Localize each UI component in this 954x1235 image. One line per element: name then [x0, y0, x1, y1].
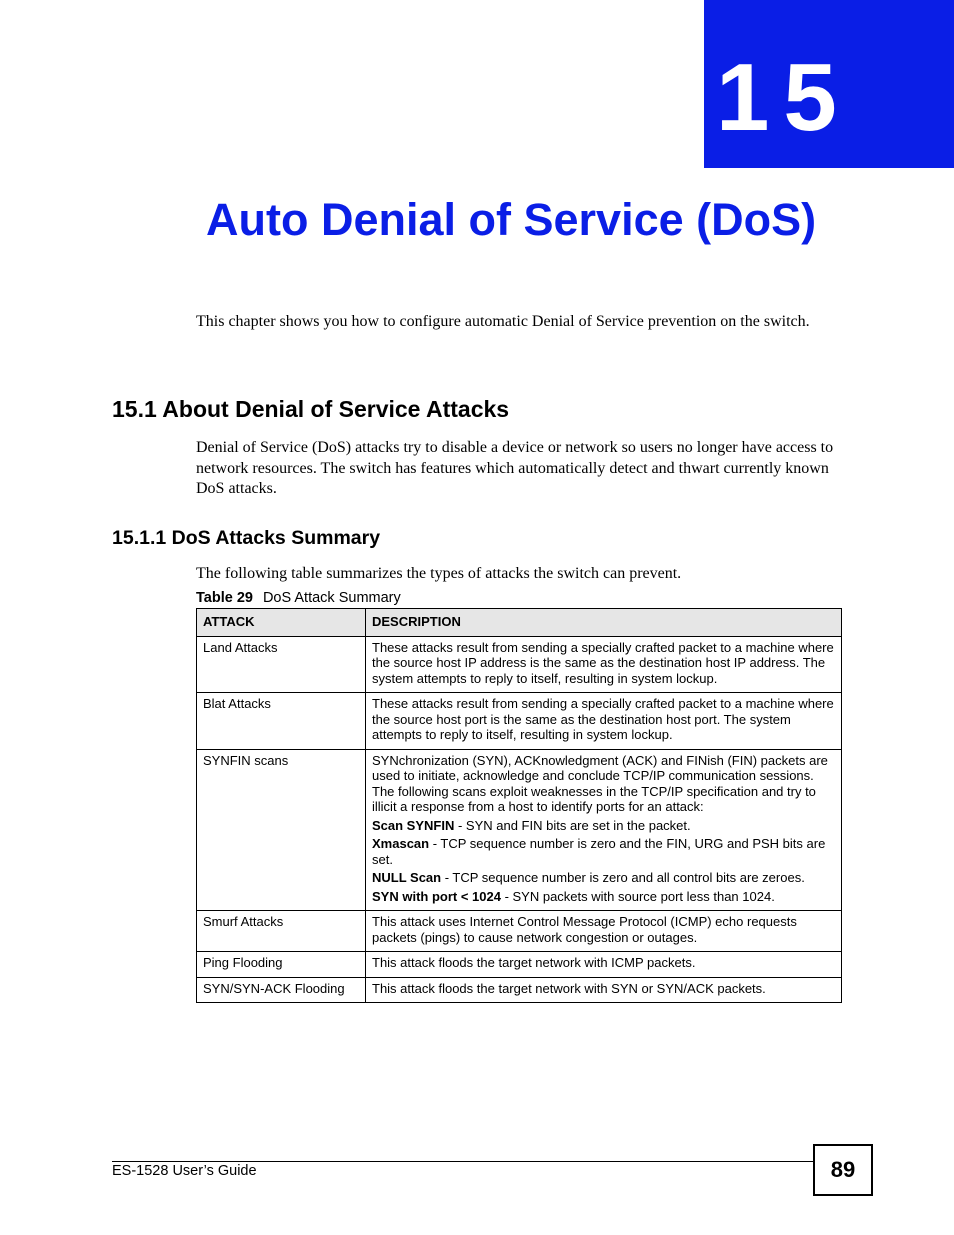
dos-attack-table — [196, 608, 842, 1003]
scan-name: Scan SYNFIN — [372, 817, 455, 833]
scan-item — [372, 818, 836, 834]
scan-text: - SYN and FIN bits are set in the packet. — [454, 817, 691, 833]
table-row — [197, 636, 842, 693]
table-row — [197, 977, 842, 1003]
section-heading-15-1: 15.1 About Denial of Service Attacks — [112, 396, 510, 422]
section-heading-15-1-1: 15.1.1 DoS Attacks Summary — [112, 527, 381, 549]
column-header-description: DESCRIPTION — [366, 609, 842, 637]
footer-guide-title: ES-1528 User’s Guide — [112, 1163, 257, 1179]
table-caption — [196, 589, 401, 607]
attack-cell: SYN/SYN-ACK Flooding — [197, 977, 366, 1003]
description-cell — [366, 749, 842, 911]
scan-text: - SYN packets with source port less than 1024. — [500, 888, 775, 904]
scan-name: NULL Scan — [372, 870, 442, 885]
table-caption-text: DoS Attack Summary — [262, 590, 401, 606]
scan-item — [372, 836, 836, 867]
attack-cell: Smurf Attacks — [197, 911, 366, 952]
table-caption-label: Table 29 — [196, 590, 253, 606]
scan-item — [372, 889, 836, 905]
description-cell: These attacks result from sending a specially crafted packet to a machine where the source host IP address is the same as the destination host IP address. The system attempts to reply to itself, resulting in system lockup. — [366, 636, 842, 693]
description-cell: This attack floods the target network with ICMP packets. — [366, 952, 842, 978]
scan-name: Xmascan — [372, 836, 430, 851]
synfin-description: SYNchronization (SYN), ACKnowledgment (ACK) and FINish (FIN) packets are used to initiate, acknowledge and conclude TCP/IP communication sessions. The following scans exploit weaknesses in the TCP/IP specification and try to illicit a response from a host to identify ports for an attack: — [372, 752, 828, 814]
attack-cell: Ping Flooding — [197, 952, 366, 978]
scan-item — [372, 870, 836, 886]
table-row — [197, 952, 842, 978]
table-row — [197, 749, 842, 911]
description-cell: This attack floods the target network with SYN or SYN/ACK packets. — [366, 977, 842, 1003]
chapter-number: 15 — [716, 44, 851, 151]
column-header-attack: ATTACK — [197, 609, 366, 637]
page-number: 89 — [813, 1144, 873, 1196]
chapter-title: Auto Denial of Service (DoS) — [206, 194, 817, 245]
scan-name: SYN with port < 1024 — [372, 888, 501, 904]
table-row — [197, 693, 842, 750]
scan-text: - TCP sequence number is zero and all control bits are zeroes. — [441, 870, 805, 885]
table-row — [197, 911, 842, 952]
scan-text: - TCP sequence number is zero and the FIN, URG and PSH bits are set. — [372, 836, 826, 867]
table-header-row — [197, 609, 842, 637]
attack-cell: Land Attacks — [197, 636, 366, 693]
attack-cell: SYNFIN scans — [197, 749, 366, 911]
section-body-15-1: Denial of Service (DoS) attacks try to disable a device or network so users no longer have access to network resources. The switch has features which automatically detect and thwart currently known DoS attacks. — [196, 439, 834, 497]
description-cell: This attack uses Internet Control Message Protocol (ICMP) echo requests packets (pings) to cause network congestion or outages. — [366, 911, 842, 952]
attack-cell: Blat Attacks — [197, 693, 366, 750]
intro-paragraph: This chapter shows you how to configure automatic Denial of Service prevention on the switch. — [196, 313, 810, 330]
description-cell: These attacks result from sending a specially crafted packet to a machine where the source host port is the same as the destination host port. The system attempts to reply to itself, resulting in system lockup. — [366, 693, 842, 750]
section-body-15-1-1: The following table summarizes the types of attacks the switch can prevent. — [196, 565, 682, 582]
